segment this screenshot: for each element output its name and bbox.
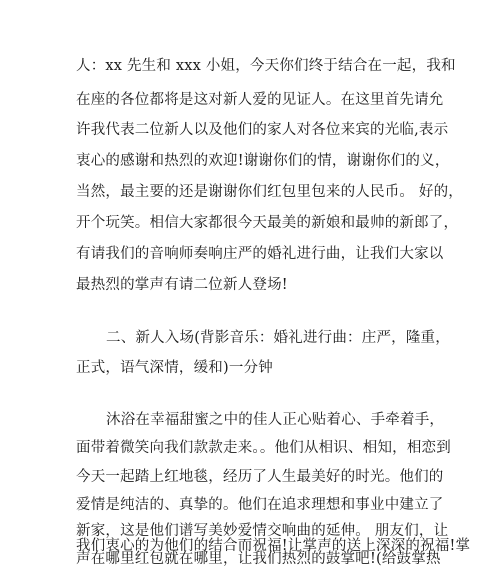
paragraph-1-line-2: 在座的各位都将是这对新人爱的见证人。在这里首先请允 (76, 92, 444, 108)
paragraph-1-line-5: 当然，最主要的还是谢谢你们红包里包来的人民币。 好的， (76, 184, 464, 200)
paragraph-3-line-6: 我们衷心的为他们的结合而祝福!让掌声的送上深深的祝福!掌 (76, 538, 471, 554)
paragraph-3-line-3: 今天一起踏上红地毯，经历了人生最美好的时光。他们的 (76, 469, 444, 485)
paragraph-1-line-7: 有请我们的音响师奏响庄严的婚礼进行曲，让我们大家以 (76, 246, 444, 262)
paragraph-3-line-7: 声在哪里红包就在哪里，让我们热烈的鼓掌吧!(给鼓掌热 (76, 551, 441, 567)
paragraph-1-line-8: 最热烈的掌声有请二位新人登场! (76, 277, 288, 293)
paragraph-3-line-4: 爱情是纯洁的、真挚的。他们在追求理想和事业中建立了 (76, 497, 444, 513)
paragraph-3-line-2: 面带着微笑向我们款款走来。。他们从相识、相知，相恋到 (76, 440, 451, 456)
section-heading-line-1: 二、新人入场(背影音乐：婚礼进行曲：庄严，隆重， (106, 330, 450, 346)
paragraph-1-line-4: 衷心的感谢和热烈的欢迎!谢谢你们的情，谢谢你们的义， (76, 153, 450, 169)
paragraph-3-line-5: 新家，这是他们谱写美妙爱情交响曲的延伸。 朋友们，让 (76, 523, 449, 539)
paragraph-1-line-6: 开个玩笑。相信大家都很今天最美的新娘和最帅的新郎了， (76, 215, 459, 231)
section-heading-line-2: 正式，语气深情，缓和)一分钟 (76, 360, 273, 376)
paragraph-1-line-3: 许我代表二位新人以及他们的家人对各位来宾的光临,表示 (76, 122, 449, 138)
paragraph-3-line-1: 沐浴在幸福甜蜜之中的佳人正心贴着心、手牵着手， (106, 412, 445, 428)
paragraph-1-line-1: 人：xx 先生和 xxx 小姐，今天你们终于结合在一起，我和 (76, 58, 456, 74)
